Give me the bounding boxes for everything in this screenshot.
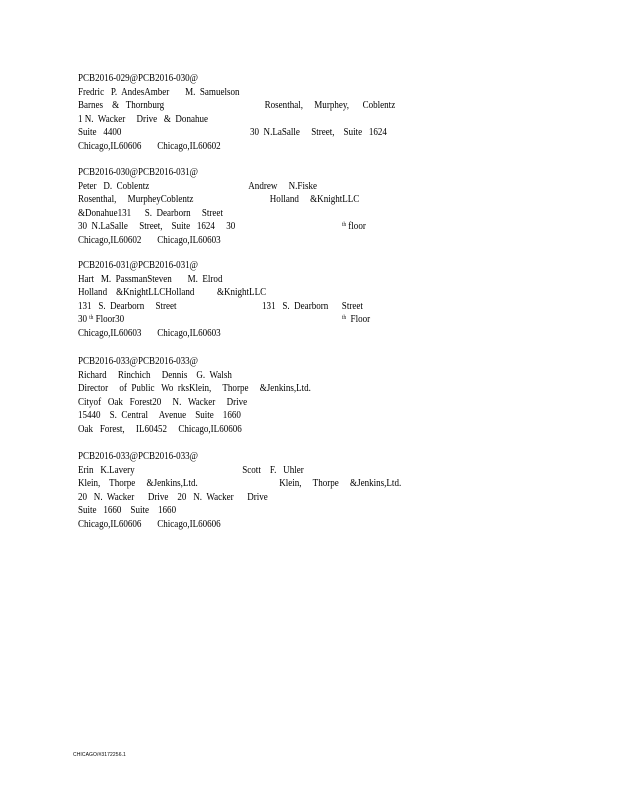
header-text: PCB2016-030@PCB2016-031@ [78, 167, 198, 178]
left-text: Oak Forest, IL60452 Chicago,IL60606 [78, 423, 242, 435]
address-line [78, 193, 525, 207]
left-text: Fredric P. AndesAmber M. Samuelson [78, 86, 240, 98]
address-line [78, 286, 525, 300]
address-line [78, 300, 525, 314]
address-line [78, 234, 525, 248]
address-line [78, 180, 525, 194]
right-text: Rosenthal, Murphey, Coblentz [264, 100, 396, 111]
block-header [78, 259, 525, 273]
address-line [78, 126, 525, 140]
address-line [78, 423, 525, 437]
left-text: Peter D. Coblentz [78, 180, 150, 192]
address-line [78, 464, 525, 478]
left-text: Chicago,IL60606 Chicago,IL60606 [78, 518, 221, 530]
left-text: Director of Public Wo rksKlein, Thorpe &Jenkins,Ltd. [78, 383, 311, 394]
address-line [78, 207, 525, 221]
block-header [78, 355, 525, 369]
right-text: Klein, Thorpe &Jenkins,Ltd. [279, 478, 402, 489]
left-text: Klein, Thorpe &Jenkins,Ltd. [78, 478, 198, 489]
document-footer: CHICAGO/#3172256.1 [73, 752, 126, 758]
left-text: &Donahue131 S. Dearborn Street [78, 207, 223, 219]
service-block-4 [78, 355, 598, 436]
header-text: PCB2016-029@PCB2016-030@ [78, 73, 198, 84]
left-text: Hart M. PassmanSteven M. Elrod [78, 273, 223, 285]
address-line [78, 518, 525, 532]
address-line [78, 86, 525, 100]
left-text: 20 N. Wacker Drive 20 N. Wacker Drive [78, 491, 268, 503]
address-line [78, 504, 525, 518]
address-line [78, 313, 525, 327]
left-text: Chicago,IL60603 Chicago,IL60603 [78, 327, 221, 339]
service-block-1 [78, 72, 598, 153]
floor-text: Floor [350, 314, 371, 325]
address-line [78, 477, 525, 491]
address-line [78, 382, 525, 396]
header-text: PCB2016-031@PCB2016-031@ [78, 260, 198, 271]
right-text: 30 N.LaSalle Street, Suite 1624 [250, 127, 387, 138]
address-line [78, 220, 525, 234]
service-block-3 [78, 259, 598, 340]
right-text: 131 S. Dearborn Street [262, 300, 363, 312]
left-text: Suite 1660 Suite 1660 [78, 505, 177, 516]
superscript-th: th [89, 315, 94, 321]
block-header [78, 72, 525, 86]
left-text: Chicago,IL60606 Chicago,IL60602 [78, 140, 221, 152]
address-line [78, 273, 525, 287]
left-text: Suite 4400 [78, 127, 122, 138]
address-line [78, 327, 525, 341]
left-text: Erin K.Lavery [78, 464, 135, 476]
right-text: Scott F. Uhler [242, 464, 304, 476]
floor-text: floor [348, 221, 366, 232]
block-header [78, 166, 525, 180]
address-line [78, 491, 525, 505]
address-line [78, 113, 525, 127]
address-line [78, 396, 525, 410]
left-text: 15440 S. Central Avenue Suite 1660 [78, 410, 241, 421]
address-line [78, 369, 525, 383]
left-text: Rosenthal, MurpheyCoblentz [78, 194, 194, 205]
address-line [78, 99, 525, 113]
block-header [78, 450, 525, 464]
service-block-5 [78, 450, 598, 531]
left-text: Chicago,IL60602 Chicago,IL60603 [78, 234, 221, 246]
left-text: 30 $^{th}$ Floor30 [78, 314, 125, 325]
superscript-th: th [342, 222, 347, 228]
left-text: 30 N.LaSalle Street, Suite 1624 30 [78, 221, 236, 232]
header-text: PCB2016-033@PCB2016-033@ [78, 356, 198, 367]
right-text: Holland &KnightLLC [269, 194, 360, 205]
address-line [78, 140, 525, 154]
superscript-th: th [342, 315, 347, 321]
right-text: Andrew N.Fiske [248, 180, 318, 192]
service-block-2 [78, 166, 598, 247]
left-text: 131 S. Dearborn Street [78, 300, 177, 312]
header-text: PCB2016-033@PCB2016-033@ [78, 451, 198, 462]
address-line [78, 409, 525, 423]
left-text: Holland &KnightLLCHolland &KnightLLC [78, 287, 267, 298]
left-text: Barnes & Thornburg [78, 100, 165, 111]
left-text: Richard Rinchich Dennis G. Walsh [78, 369, 232, 381]
left-text: Cityof Oak Forest20 N. Wacker Drive [78, 396, 248, 408]
left-text: 1 N. Wacker Drive & Donahue [78, 113, 209, 125]
floor-text: Floor30 [95, 314, 125, 325]
